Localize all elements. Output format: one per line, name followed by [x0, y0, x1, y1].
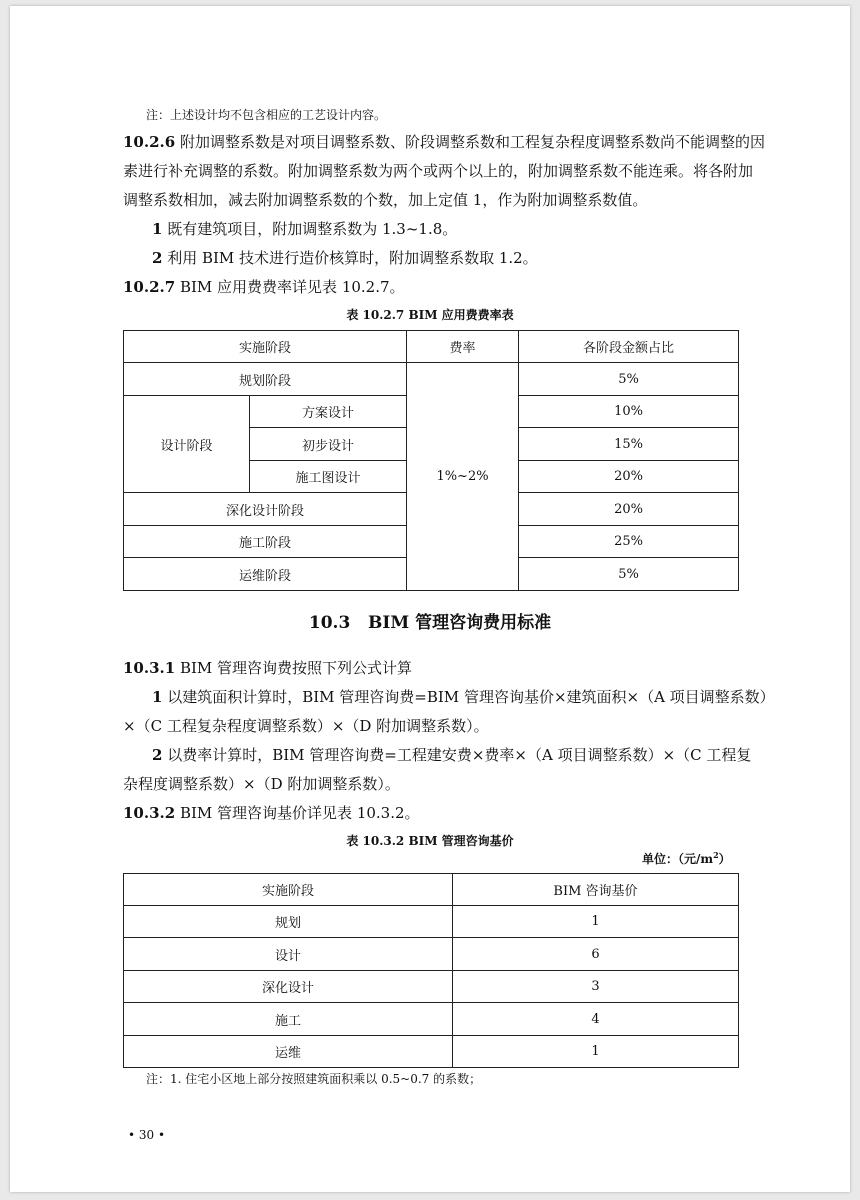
price-cell: 1 — [453, 906, 739, 938]
clause-item — [152, 683, 775, 712]
clause-item — [152, 244, 538, 273]
item-text: 利用 BIM 技术进行造价核算时，附加调整系数取 1.2。 — [167, 249, 538, 267]
table-row — [124, 1036, 739, 1068]
item-number: 1 — [152, 220, 163, 238]
note-top: 注：上述设计均不包含相应的工艺设计内容。 — [146, 108, 387, 122]
clause-number: 10.3.2 — [123, 804, 176, 822]
bim-consulting-price-table — [123, 873, 739, 1068]
table-caption: 表 10.2.7 BIM 应用费费率表 — [346, 308, 514, 322]
clause-text: BIM 管理咨询基价详见表 10.3.2。 — [179, 804, 420, 822]
item-text: 既有建筑项目，附加调整系数为 1.3~1.8。 — [167, 220, 458, 238]
table-header: 实施阶段 — [124, 874, 453, 906]
table-header: 各阶段金额占比 — [519, 331, 739, 363]
substage-cell: 施工图设计 — [250, 461, 407, 493]
clause-10-2-6-line3: 调整系数相加，减去附加调整系数的个数，加上定值 1，作为附加调整系数值。 — [123, 191, 648, 209]
price-cell: 6 — [453, 938, 739, 971]
clause-item-continued: ×（C 工程复杂程度调整系数）×（D 附加调整系数）。 — [123, 717, 489, 735]
document-page — [10, 6, 850, 1192]
stage-cell: 规划阶段 — [124, 363, 407, 396]
table-row — [124, 363, 739, 396]
stage-cell: 设计 — [124, 938, 453, 971]
price-cell: 4 — [453, 1003, 739, 1036]
item-number: 2 — [152, 249, 163, 267]
substage-cell: 方案设计 — [250, 396, 407, 428]
bim-application-fee-table — [123, 330, 739, 591]
clause-item — [152, 215, 457, 244]
rate-cell: 1%~2% — [407, 363, 519, 591]
item-text: 以建筑面积计算时，BIM 管理咨询费=BIM 管理咨询基价×建筑面积×（A 项目调整系数） — [167, 688, 775, 706]
clause-text: 附加调整系数是对项目调整系数、阶段调整系数和工程复杂程度调整系数尚不能调整的因 — [179, 133, 765, 151]
table-row — [124, 938, 739, 971]
clause-10-2-7 — [123, 273, 405, 302]
table-row — [124, 971, 739, 1003]
price-cell: 3 — [453, 971, 739, 1003]
table-header: 费率 — [407, 331, 519, 363]
stage-cell: 运维阶段 — [124, 558, 407, 591]
clause-10-3-2 — [123, 799, 420, 828]
note-bottom: 注：1. 住宅小区地上部分按照建筑面积乘以 0.5~0.7 的系数； — [146, 1072, 482, 1086]
stage-cell: 施工 — [124, 1003, 453, 1036]
share-cell: 20% — [519, 493, 739, 526]
share-cell: 10% — [519, 396, 739, 428]
substage-cell: 初步设计 — [250, 428, 407, 461]
share-cell: 25% — [519, 526, 739, 558]
section-number: 10.3 — [308, 613, 351, 633]
section-heading — [10, 608, 850, 633]
stage-cell: 施工阶段 — [124, 526, 407, 558]
item-number: 2 — [152, 746, 163, 764]
stage-cell: 设计阶段 — [124, 396, 250, 493]
clause-number: 10.2.6 — [123, 133, 176, 151]
table-row — [124, 906, 739, 938]
price-cell: 1 — [453, 1036, 739, 1068]
clause-10-2-6-line1 — [123, 128, 765, 157]
item-text: 以费率计算时，BIM 管理咨询费=工程建安费×费率×（A 项目调整系数）×（C 工程复 — [167, 746, 752, 764]
share-cell: 5% — [519, 363, 739, 396]
clause-text: BIM 管理咨询费按照下列公式计算 — [179, 659, 413, 677]
clause-item — [152, 741, 751, 770]
clause-number: 10.2.7 — [123, 278, 176, 296]
table-caption: 表 10.3.2 BIM 管理咨询基价 — [346, 834, 514, 848]
stage-cell: 运维 — [124, 1036, 453, 1068]
table-header: 实施阶段 — [124, 331, 407, 363]
unit-label: 单位：（元$/m^2$） — [642, 850, 731, 866]
share-cell: 20% — [519, 461, 739, 493]
clause-number: 10.3.1 — [123, 659, 176, 677]
item-number: 1 — [152, 688, 163, 706]
clause-10-3-1 — [123, 654, 412, 683]
clause-10-2-6-line2: 素进行补充调整的系数。附加调整系数为两个或两个以上的，附加调整系数不能连乘。将各附加 — [123, 162, 754, 180]
stage-cell: 深化设计阶段 — [124, 493, 407, 526]
table-header: BIM 咨询基价 — [453, 874, 739, 906]
share-cell: 5% — [519, 558, 739, 591]
page-number: • 30 • — [128, 1128, 166, 1142]
stage-cell: 深化设计 — [124, 971, 453, 1003]
stage-cell: 规划 — [124, 906, 453, 938]
share-cell: 15% — [519, 428, 739, 461]
clause-item-continued: 杂程度调整系数）×（D 附加调整系数）。 — [123, 775, 400, 793]
table-row — [124, 1003, 739, 1036]
clause-text: BIM 应用费费率详见表 10.2.7。 — [179, 278, 405, 296]
section-title: BIM 管理咨询费用标准 — [368, 613, 552, 633]
